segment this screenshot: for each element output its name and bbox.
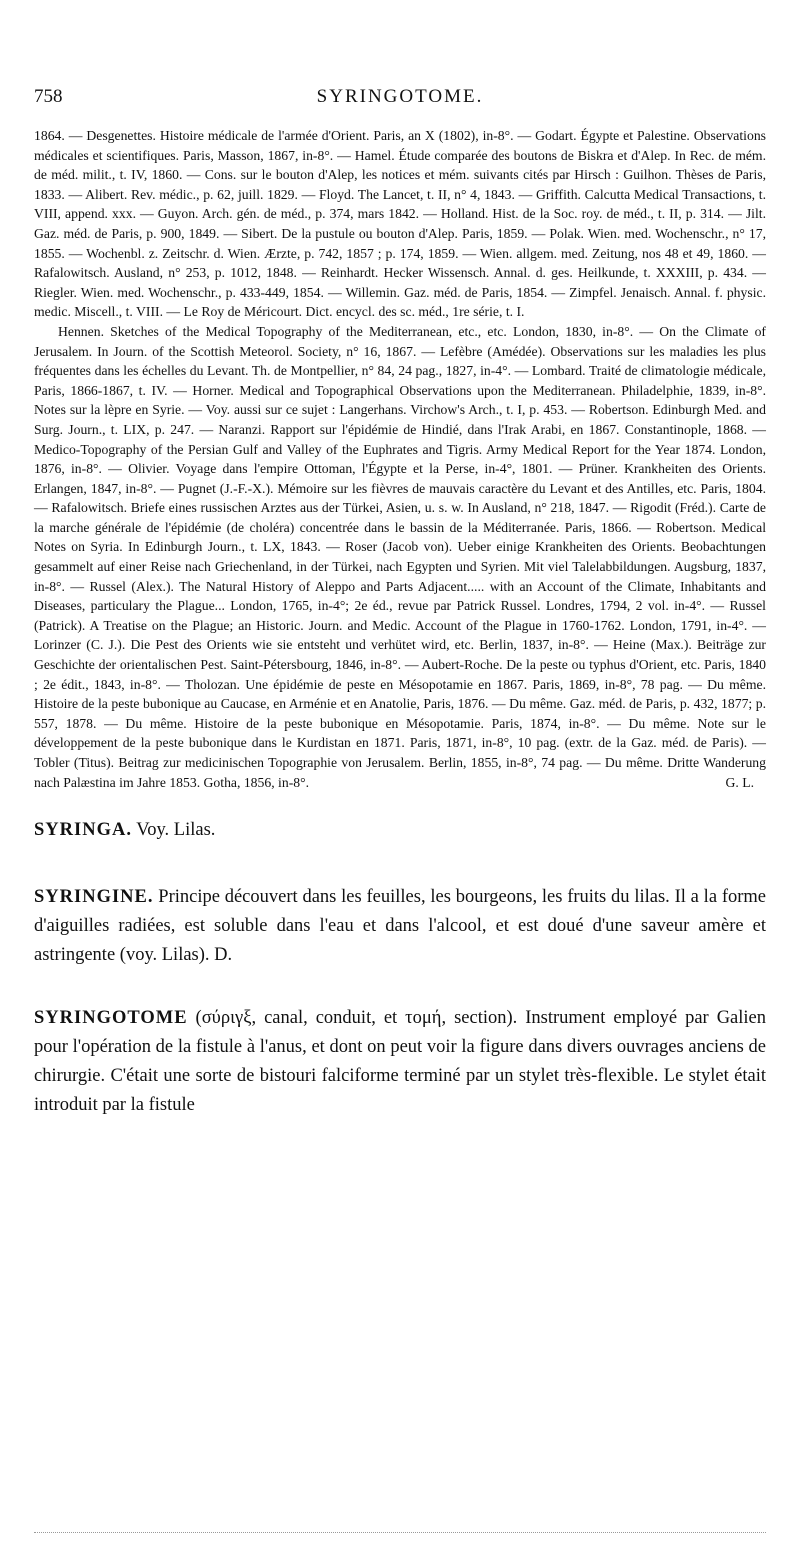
bibliography-text: Hennen. Sketches of the Medical Topography of the Mediterranean, etc., etc. London, 1830, in-8°. — On the Climate of Jerusalem. In Journ. of the Scottish Meteorol. Society, n° 16, 1867. — Lefèbre (Amédée). Observations sur les maladies les plus fréquentes dans les échelles du Levant. Th. de Montpellier, n° 84, 24 pag., 1827, in-4°. — Lombard. Traité de climatologie médicale, Paris, 1866-1867, t. IV. — Horner. Medical and Topographical Observations upon the Mediterranean. Philadelphie, 1839, in-8°. Notes sur la lèpre en Syrie. — Voy. aussi sur ce sujet : Langerhans. Virchow's Arch., t. I, p. 453. — Robertson. Edinburgh Med. and Surg. Journ., t. LIX, p. 247. — Naranzi. Rapport sur l'épidémie de Hindié, dans l'Irak Arabi, en 1867. Constantinople, 1868. — Medico-Topography of the Persian Gulf and Valley of the Euphrates and Tigris. Army Medical Report for the Year 1874. London, 1876, in-8°. — Olivier. Voyage dans l'empire Ottoman, l'Égypte et la Perse, in-4°, 1801. — Prüner. Krankheiten des Orients. Erlangen, 1847, in-8°. — Pugnet (J.-F.-X.). Mémoire sur les fièvres de mauvais caractère du Levant et des Antilles, etc. Paris, 1804. — Rafalowitsch. Briefe eines russischen Arztes aus der Türkei, Asien, u. s. w. In Ausland, n° 218, 1847. — Rigodit (Fréd.). Carte de la marche générale de l'épidémie (de choléra) concentrée dans le bassin de la Méditerranée. Paris, 1866. — Robertson. Medical Notes on Syria. In Edinburgh Journ., t. LX, 1843. — Roser (Jacob von). Ueber einige Krankheiten des Orients. Beobachtungen gesammelt auf einer Reise nach Griechenland, in der Türkei, nach Egypten und Syrien. Mit viel Talelabbildungen. Augsburg, 1837, in-8°. — Russel (Alex.). The Natural History of Aleppo and Parts Adjacent..... with an Account of the Climate, Inhabitants and Diseases, particulary the Plague... London, 1765, in-4°; 2e éd., revue par Patrick Russel. Londres, 1794, 2 vol. in-4°. — Russel (Patrick). A Treatise on the Plague; an Historic. Journ. and Medic. Account of the Plague in 1760-1762. London, 1791, in-4°. — Lorinzer (C. J.). Die Pest des Orients wie sie entsteht und verhütet wird, etc. Berlin, 1837, in-8°. — Heine (Max.). Beiträge zur Geschichte der orientalischen Pest. Saint-Pétersbourg, 1846, in-8°. — Aubert-Roche. De la peste ou typhus d'Orient, etc. Paris, 1840 ; 2e édit., 1843, in-8°. — Tholozan. Une épidémie de peste en Mésopotamie en 1867. Paris, 1869, in-8°, 78 pag. — Du même. Histoire de la peste bubonique au Caucase, en Arménie et en Anatolie, Paris, 1876. — Du même. Gaz. méd. de Paris, p. 432, 1877; p. 557, 1878. — Du même. Histoire de la peste bubonique en Mésopotamie. Paris, 1874, in-8°. — Du même. Note sur le développement de la peste bubonique dans le Kurdistan en 1871. Paris, 1871, in-8°, 10 pag. (extr. de la Gaz. méd. de Paris). — Tobler (Titus). Beitrag zur medicinischen Topographie von Jerusalem. Berlin, 1855, in-8°, 74 pag. — Du même. Dritte Wanderung nach Palæstina im Jahre 1853. Gotha, 1856, in-8°.: [34, 323, 766, 790]
page: [34, 86, 766, 1120]
entry-body: Principe découvert dans les feuilles, les bourgeons, les fruits du lilas. Il a la forme d'aiguilles radiées, est soluble dans l'eau et dans l'alcool, et est doué d'une saveur amère et astringente (voy. Lilas).: [34, 887, 766, 966]
entry-syringotome: [34, 1004, 766, 1120]
bibliography-paragraph: 1864. — Desgenettes. Histoire médicale de l'armée d'Orient. Paris, an X (1802), in-8°. — Godart. Égypte et Palestine. Observations médicales et scientifiques. Paris, Masson, 1867, in-8°. — Hamel. Étude comparée des boutons de Biskra et d'Alep. In Rec. de mém. de méd. milit., t. IV, 1860. — Cons. sur le bouton d'Alep, les notices et mém. suivants cités par Hirsch : Guilhon. Thèses de Paris, 1833. — Alibert. Rev. médic., p. 62, juill. 1829. — Floyd. The Lancet, t. II, n° 4, 1843. — Griffith. Calcutta Medical Transactions, t. VIII, append. xxx. — Guyon. Arch. gén. de méd., p. 374, mars 1842. — Holland. Hist. de la Soc. roy. de méd., t. II, p. 314. — Jilt. Gaz. méd. de Paris, p. 900, 1849. — Sibert. De la pustule ou bouton d'Alep. Paris, 1859. — Polak. Wien. med. Wochenschr., n° 17, 1855. — Wochenbl. z. Zeitschr. d. Wien. Ærzte, p. 742, 1857 ; p. 174, 1859. — Wien. allgem. med. Zeitung, nos 48 et 49, 1860. — Rafalowitsch. Ausland, n° 253, p. 1012, 1848. — Reinhardt. Hecker Wissensch. Annal. d. ges. Heilkunde, t. XXXIII, p. 434. — Riegler. Wien. med. Wochenschr., p. 433-449, 1854. — Willemin. Gaz. méd. de Paris, 1854. — Zimpfel. Jenaisch. Annal. f. physic. medic. Miscell., t. VIII. — Le Roy de Méricourt. Dict. encycl. des sc. méd., 1re série, t. I.: [34, 128, 766, 320]
bibliography: [34, 126, 766, 792]
entry-syringine: [34, 883, 766, 970]
bibliography-paragraph: [34, 322, 766, 792]
entry-body: (σύριγξ, canal, conduit, et τομή, section). Instrument employé par Galien pour l'opération de la fistule à l'anus, et dont on peut voir la figure dans divers ouvrages anciens de chirurgie. C'était une sorte de bistouri falciforme terminé par un stylet très-flexible. Le stylet était introduit par la fistule: [34, 1008, 767, 1116]
entry-body: Voy. Lilas.: [136, 820, 216, 841]
entry-author: D.: [214, 945, 233, 966]
page-header: [34, 86, 766, 126]
scan-bottom-marks: [34, 1522, 766, 1533]
page-number: 758: [34, 86, 63, 107]
entry-headword: SYRINGA.: [34, 820, 132, 841]
running-title: SYRINGOTOME.: [316, 86, 484, 107]
entry-headword: SYRINGINE.: [34, 887, 154, 908]
entry-syringa: [34, 816, 766, 845]
author-signature: G. L.: [725, 774, 754, 790]
entry-headword: SYRINGOTOME: [34, 1008, 188, 1029]
